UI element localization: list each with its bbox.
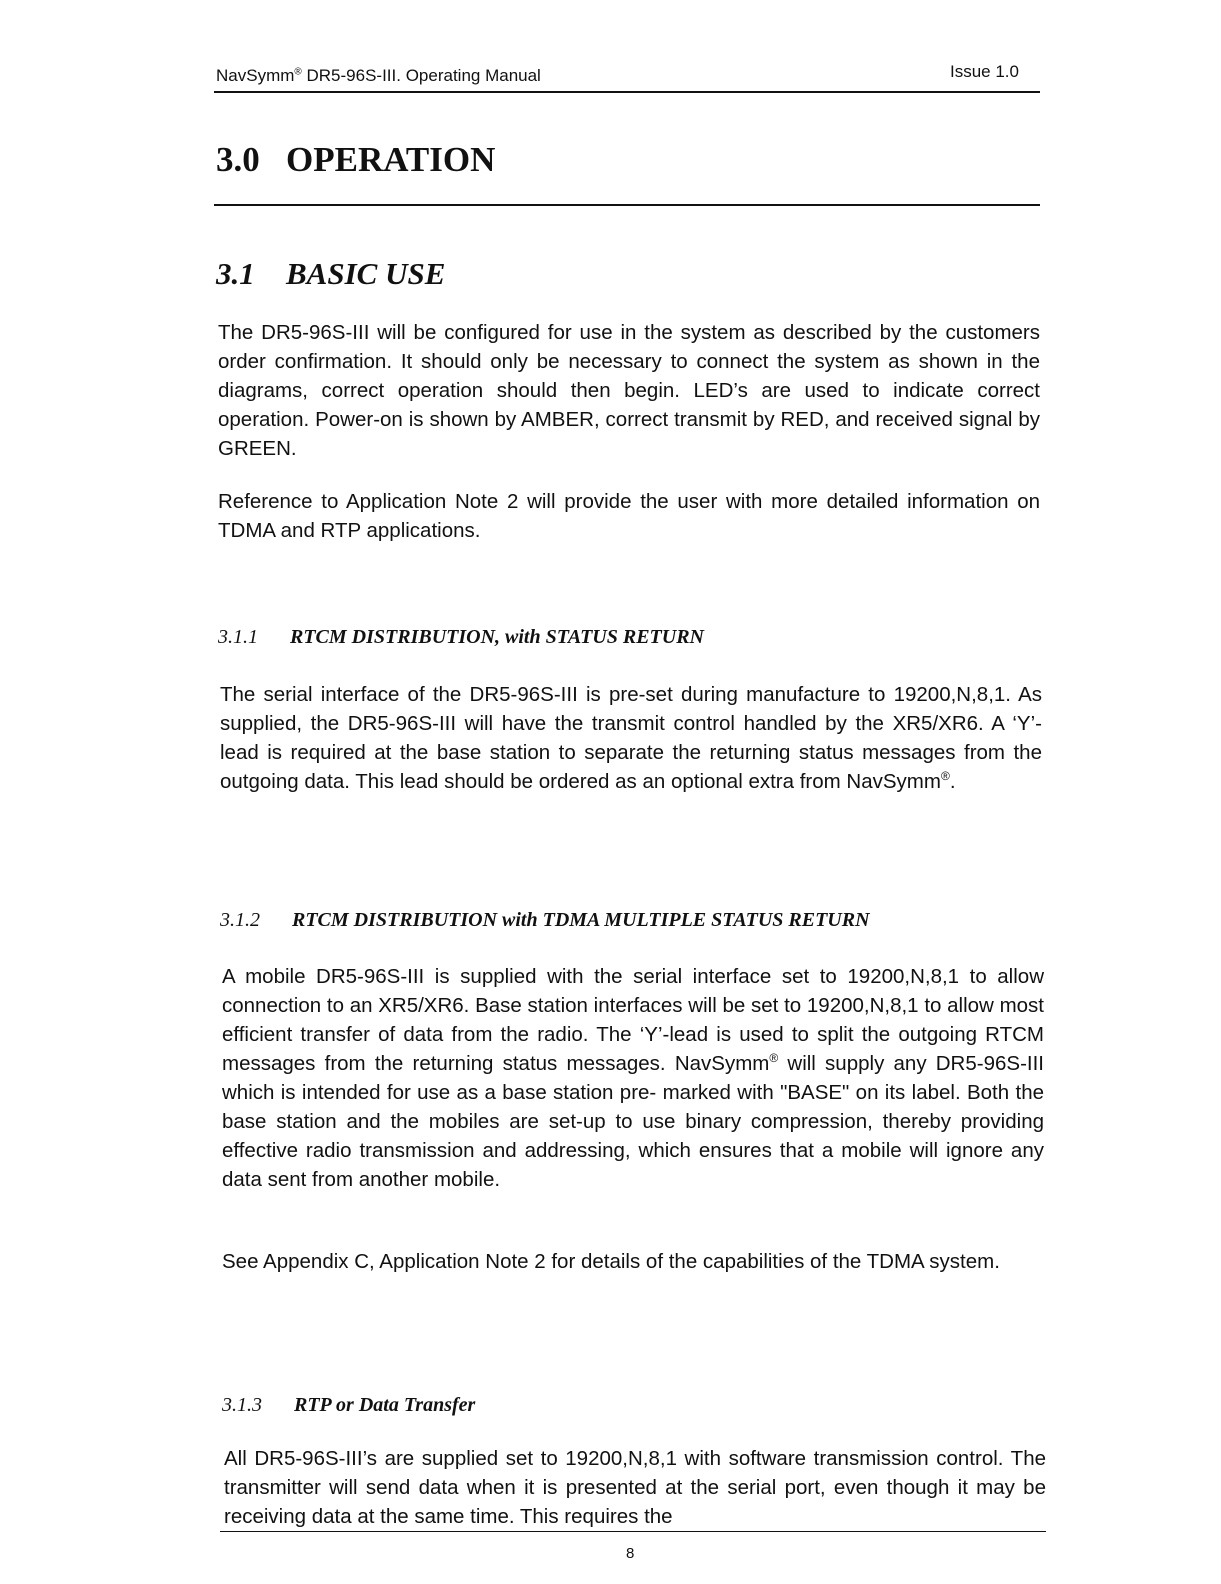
subsection-heading [216,256,445,292]
registered-mark: ® [940,769,950,784]
header-brand: NavSymm [216,66,295,85]
header-rule [214,91,1040,93]
basic-use-paragraph-2: Reference to Application Note 2 will provide the user with more detailed information on TDMA and RTP applications. [218,490,1040,542]
tdma-paragraph-1-b: will supply any DR5-96S-III which is intended for use as a base station pre- marked with "BASE" on its label. Both the base station and the mobiles are set-up to use binary compression, thereby providing effective radio transmission and addressing, which ensures that a mobile will ignore any data sent from another mobile. [222,1052,1044,1191]
heading-3-1-1-number: 3.1.1 [218,626,258,648]
footer-rule [220,1531,1046,1532]
subsection-title: BASIC USE [286,256,446,291]
rtcm-status-text: The serial interface of the DR5-96S-III is pre-set during manufacture to 19200,N,8,1. As supplied, the DR5-96S-III will have the transmit control handled by the XR5/XR6. A ‘Y’-lead is required at the base station to separate the returning status messages from the outgoing data. This lead should be ordered as an optional extra from NavSymm [220,683,1042,793]
tdma-paragraph-2: See Appendix C, Application Note 2 for details of the capabilities of the TDMA system. [222,1250,1000,1273]
page-number: 8 [626,1545,635,1562]
registered-mark: ® [294,66,302,78]
heading-3-1-2-title: RTCM DISTRIBUTION with TDMA MULTIPLE STATUS RETURN [292,909,870,931]
running-header-title [216,66,541,86]
heading-3-1-2-number: 3.1.2 [220,909,260,931]
header-issue: Issue 1.0 [950,62,1019,81]
rtcm-status-end: . [949,770,956,793]
tdma-paragraph-1 [222,962,1044,1194]
section-number: 3.0 [216,140,260,179]
heading-3-1-3-number: 3.1.3 [222,1394,262,1416]
tdma-paragraph-1-a: A mobile DR5-96S-III is supplied with the serial interface set to 19200,N,8,1 to allow connection to an XR5/XR6. Base station interfaces will be set to 19200,N,8,1 to allow most efficient transfer of data from the radio. The ‘Y’-lead is used to split the outgoing RTCM messages from the returning status messages. NavSymm [222,965,1044,1075]
rtcm-status-paragraph [220,680,1042,796]
heading-3-1-2 [220,909,870,932]
heading-3-1-1-title: RTCM DISTRIBUTION, with STATUS RETURN [290,626,704,648]
header-manual-title: DR5-96S-III. Operating Manual [301,66,541,85]
basic-use-paragraph-1: The DR5-96S-III will be configured for use in the system as described by the customers order confirmation. It should only be necessary to connect the system as shown in the diagrams, correct operation should then begin. LED’s are used to indicate correct operation. Power-on is shown by AMBER, correct transmit by RED, and received signal by GREEN. [218,321,1040,460]
section-rule [214,204,1040,206]
section-title: OPERATION [286,140,496,179]
heading-3-1-3-title: RTP or Data Transfer [294,1394,476,1416]
subsection-number: 3.1 [216,256,255,291]
heading-3-1-1 [218,626,704,649]
rtp-paragraph: All DR5-96S-III’s are supplied set to 19200,N,8,1 with software transmission control. The transmitter will send data when it is presented at the serial port, even though it may be receiving data at the same time. This requires the [224,1447,1046,1528]
section-heading [216,140,495,180]
heading-3-1-3 [222,1394,475,1417]
registered-mark: ® [769,1051,779,1066]
